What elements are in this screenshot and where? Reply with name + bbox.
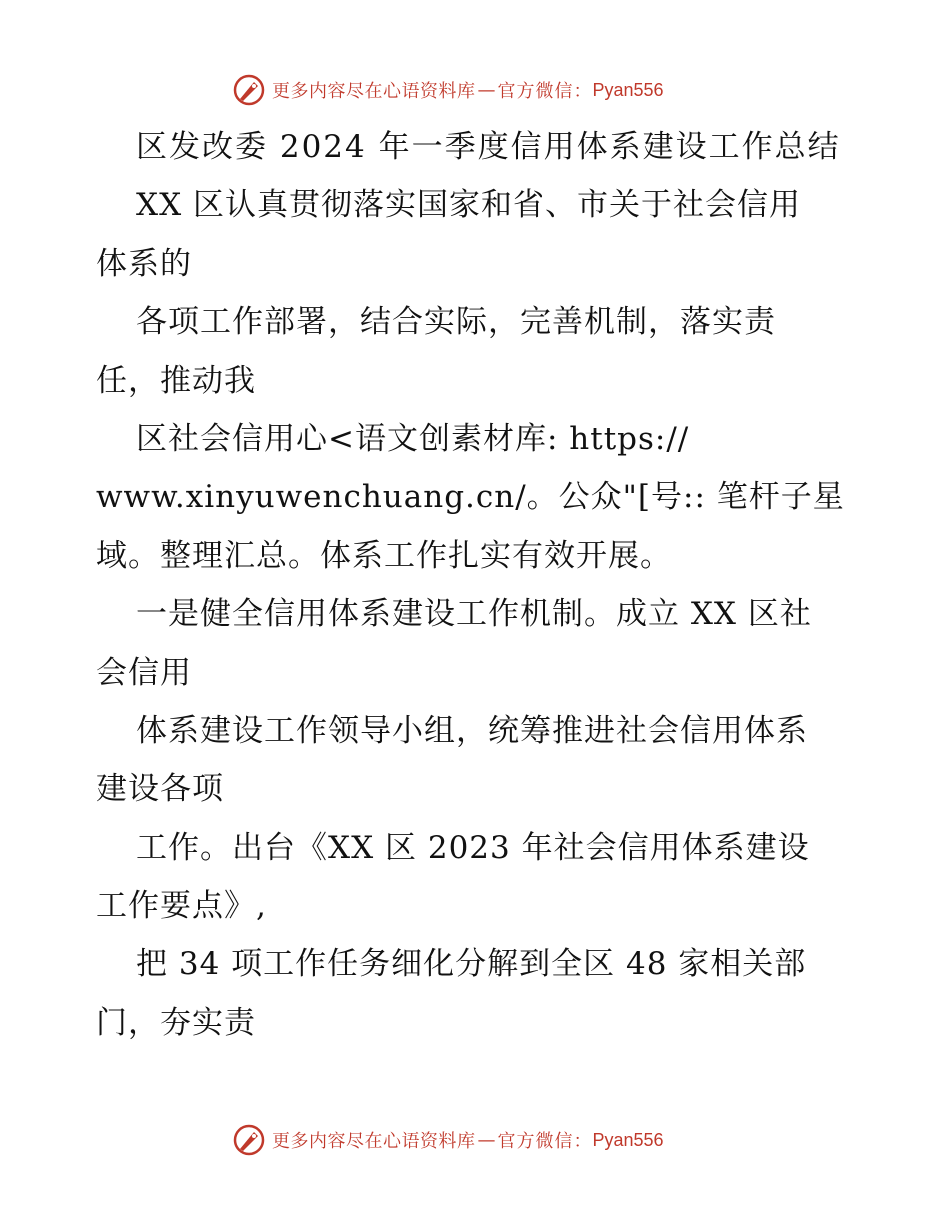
footer-watermark [232, 1122, 712, 1158]
paragraph-line: 工作。出台《XX 区 2023 年社会信用体系建设 [136, 829, 810, 866]
watermark-handle: Pyan556 [592, 79, 664, 100]
header-watermark [232, 72, 712, 108]
paragraph-line: 任，推动我 [96, 362, 256, 399]
paragraph-line: 体系建设工作领导小组，统筹推进社会信用体系 [136, 712, 808, 749]
paragraph-line: 会信用 [96, 654, 192, 691]
watermark-brand: 更多内容尽在心语资料库 [272, 81, 476, 102]
watermark-brand: 更多内容尽在心语资料库 [272, 1131, 476, 1152]
watermark-contact-label: 官方微信： [497, 81, 593, 102]
paragraph-line: XX 区认真贯彻落实国家和省、市关于社会信用 [136, 187, 801, 224]
document-body [96, 118, 866, 1052]
paragraph-line: 把 34 项工作任务细化分解到全区 48 家相关部 [136, 946, 807, 983]
pen-nib-logo-icon [232, 73, 266, 107]
paragraph-line: 工作要点》, [96, 888, 267, 925]
paragraph-line: 体系的 [96, 245, 192, 282]
paragraph-line: 门，夯实责 [96, 1004, 256, 1041]
paragraph-line: 一是健全信用体系建设工作机制。成立 XX 区社 [136, 596, 812, 633]
paragraph-line: 建设各项 [96, 771, 224, 808]
paragraph-line: www.xinyuwenchuang.cn/。公众"[号:: 笔杆子星 [96, 479, 845, 516]
watermark-handle: Pyan556 [592, 1129, 664, 1150]
document-title: 区发改委 2024 年一季度信用体系建设工作总结 [136, 129, 841, 165]
paragraph-line: 区社会信用心<语文创素材库: https:// [136, 420, 690, 457]
paragraph-line: 域。整理汇总。体系工作扎实有效开展。 [96, 537, 672, 574]
paragraph-line: 各项工作部署，结合实际，完善机制，落实责 [136, 304, 776, 341]
watermark-contact-label: 官方微信： [497, 1131, 593, 1152]
pen-nib-logo-icon [232, 1123, 266, 1157]
watermark-separator: — [477, 79, 496, 101]
watermark-separator: — [477, 1129, 496, 1151]
